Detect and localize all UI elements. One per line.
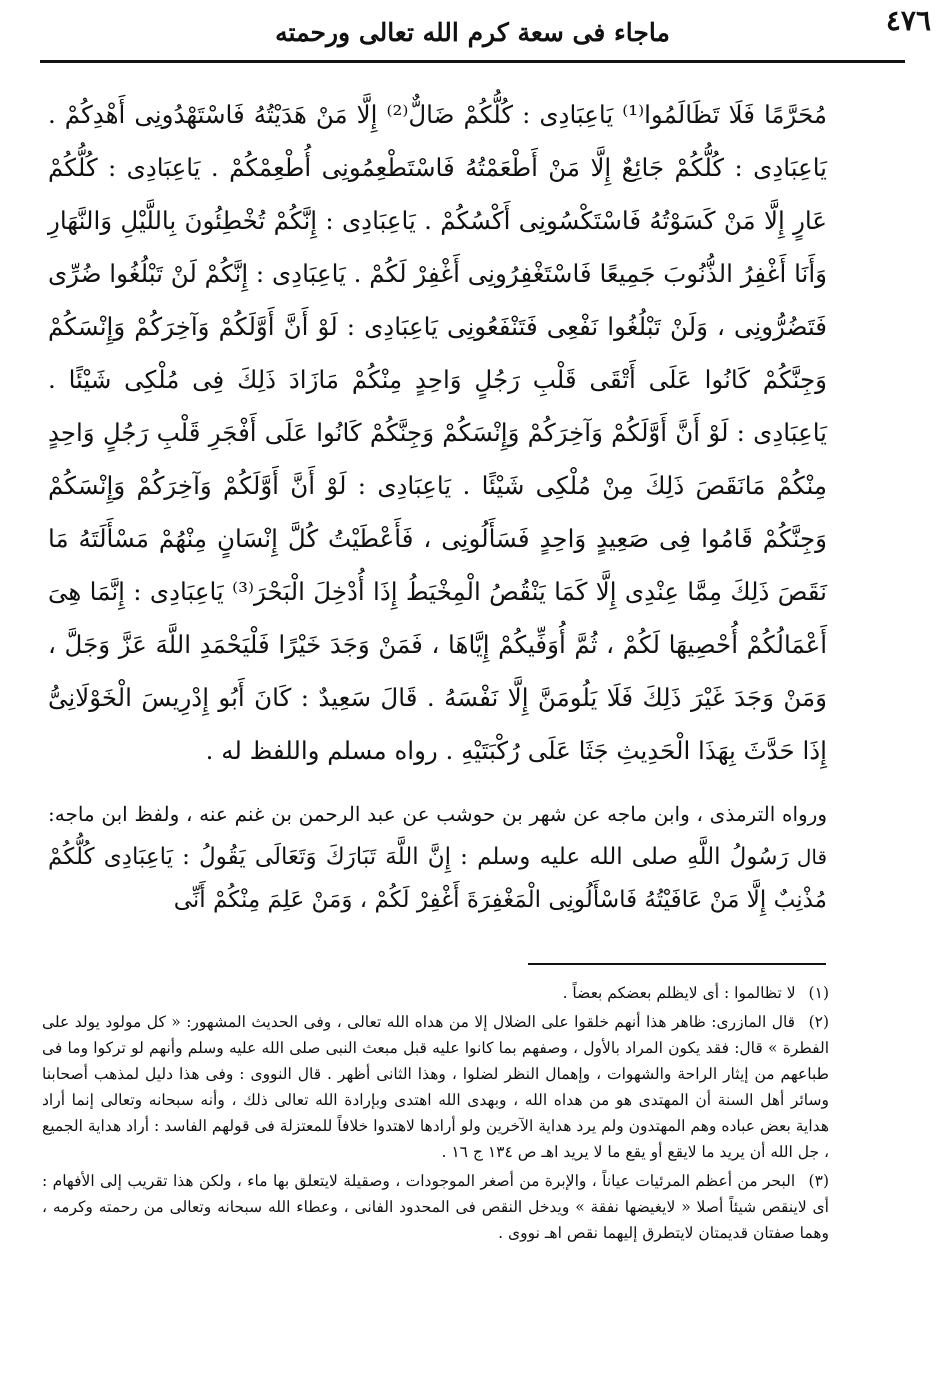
footnote-text: البحر من أعظم المرئيات عياناً ، والإبرة من أصغر الموجودات ، وصقيلة لايتعلق بها ماء ، ولكن هذا تقريب إلى الأفهام : أى لاينقص شيئاً أصلا « لايغيضها نفقة » ويدخل النقص فى المحدود الفانى ، وعطاء الله سبحانه وتعالى من رحمته وكرمه ، وهما صفتان قديمتان لايتطرق إليهما نقص اهـ نووى . (42, 1172, 829, 1242)
footnote-text: لا تظالموا : أى لايظلم بعضكم بعضاً . (562, 984, 796, 1002)
footnote-text: قال المازرى: ظاهر هذا أنهم خلقوا على الضلال إلا من هداه الله تعالى ، وفى الحديث المشهور: « كل مولود يولد على الفطرة » قال: فقد يكون المراد بالأول ، وصفهم بما كانوا عليه قبل مبعث النبى صلى الله عليه وسلم وأنهم لو تركوا وما فى طباعهم من إيثار الراحة والشهوات ، وإهمال النظر لضلوا ، وهذا الثانى أظهر . قال النووى : وفى هذا دليل لمذهب أصحابنا وسائر أهل السنة أن المهتدى هو من هداه الله ، وبهدى الله اهتدى وبإرادة الله تعالى ذلك ، وأنه سبحانه وتعالى إنما أراد هداية بعض عباده وهم المهتدون ولم يرد هداية الآخرين ولو أرادها لاهتدوا خلافاً للمعتزلة فى قولهم الفاسد : أراد هداية الجميع ، جل الله أن يريد ما لايقع أو يقع ما لا يريد اهـ ص ١٣٤ ج ١٦ . (42, 1013, 829, 1161)
header-divider (40, 60, 905, 63)
narration-quote: رَسُولُ اللَّهِ صلى الله عليه وسلم : إِنَّ اللَّهَ تَبَارَكَ وَتَعَالَى يَقُولُ : يَاعِبَادِى كُلُّكُمْ مُذْنِبٌ إِلَّا مَنْ عَافَيْتُهُ فَاسْأَلُونِى الْمَغْفِرَةَ أَغْفِرْ لَكُمْ ، وَمَنْ عَلِمَ مِنْكُمْ أَنِّى (48, 844, 827, 913)
hadith-text-block (48, 88, 827, 777)
footnote-divider (528, 963, 826, 965)
hadith-paragraph: مُحَرَّمًا فَلَا تَظَالَمُوا⁽¹⁾ يَاعِبَادِى : كُلُّكُمْ ضَالٌّ⁽²⁾ إِلَّا مَنْ هَدَيْتُهُ فَاسْتَهْدُونِى أَهْدِكُمْ . يَاعِبَادِى : كُلُّكُمْ جَائِعٌ إِلَّا مَنْ أَطْعَمْتُهُ فَاسْتَطْعِمُونِى أُطْعِمْكُمْ . يَاعِبَادِى : كُلُّكُمْ عَارٍ إِلَّا مَنْ كَسَوْتُهُ فَاسْتَكْسُونِى أَكْسُكُمْ . يَاعِبَادِى : إِنَّكُمْ تُخْطِئُونَ بِاللَّيْلِ وَالنَّهَارِ وَأَنَا أَغْفِرُ الذُّنُوبَ جَمِيعًا فَاسْتَغْفِرُونِى أَغْفِرْ لَكُمْ . يَاعِبَادِى : إِنَّكُمْ لَنْ تَبْلُغُوا ضُرِّى فَتَضُرُّونِى ، وَلَنْ تَبْلُغُوا نَفْعِى فَتَنْفَعُونِى يَاعِبَادِى : لَوْ أَنَّ أَوَّلَكُمْ وَآخِرَكُمْ وَإِنْسَكُمْ وَجِنَّكُمْ كَانُوا عَلَى أَتْقَى قَلْبِ رَجُلٍ وَاحِدٍ مِنْكُمْ مَازَادَ ذَلِكَ فِى مُلْكِى شَيْئًا . يَاعِبَادِى : لَوْ أَنَّ أَوَّلَكُمْ وَآخِرَكُمْ وَإِنْسَكُمْ وَجِنَّكُمْ كَانُوا عَلَى أَفْجَرِ قَلْبِ رَجُلٍ وَاحِدٍ مِنْكُمْ مَانَقَصَ ذَلِكَ مِنْ مُلْكِى شَيْئًا . يَاعِبَادِى : لَوْ أَنَّ أَوَّلَكُمْ وَآخِرَكُمْ وَإِنْسَكُمْ وَجِنَّكُمْ قَامُوا فِى صَعِيدٍ وَاحِدٍ فَسَأَلُونِى ، فَأَعْطَيْتُ كُلَّ إِنْسَانٍ مِنْهُمْ مَسْأَلَتَهُ مَا نَقَصَ ذَلِكَ مِمَّا عِنْدِى إِلَّا كَمَا يَنْقُصُ الْمِخْيَطُ إِذَا أُدْخِلَ الْبَحْرَ⁽³⁾ يَاعِبَادِى : إِنَّمَا هِىَ أَعْمَالُكُمْ أُحْصِيهَا لَكُمْ ، ثُمَّ أُوَفِّيكُمْ إِيَّاهَا ، فَمَنْ وَجَدَ خَيْرًا فَلْيَحْمَدِ اللَّهَ عَزَّ وَجَلَّ ، وَمَنْ وَجَدَ غَيْرَ ذَلِكَ فَلَا يَلُومَنَّ إِلَّا نَفْسَهُ . قَالَ سَعِيدٌ : كَانَ أَبُو إِدْرِيسَ الْخَوْلَانِىُّ إِذَا حَدَّثَ بِهَذَا الْحَدِيثِ جَثَا عَلَى رُكْبَتَيْهِ . رواه مسلم واللفظ له . (48, 100, 828, 765)
narration-block (48, 793, 827, 922)
footnote-marker: (١) (808, 984, 829, 1002)
narration-text: ورواه الترمذى ، وابن ماجه عن شهر بن حوشب عن عبد الرحمن بن غنم عنه ، ولفظ ابن ماجه: قال (48, 802, 827, 869)
footnote-3 (42, 1168, 829, 1246)
footnote-2 (42, 1009, 829, 1165)
footnote-1 (42, 980, 829, 1006)
running-header (40, 8, 905, 56)
chapter-title: ماجاء فى سعة كرم الله تعالى ورحمته (275, 17, 670, 47)
footnote-marker: (٢) (808, 1013, 830, 1031)
footnote-marker: (٣) (808, 1172, 829, 1190)
narration-paragraph (48, 793, 827, 922)
page-number: ٤٧٦ (885, 4, 931, 37)
footnotes-block (42, 980, 829, 1249)
